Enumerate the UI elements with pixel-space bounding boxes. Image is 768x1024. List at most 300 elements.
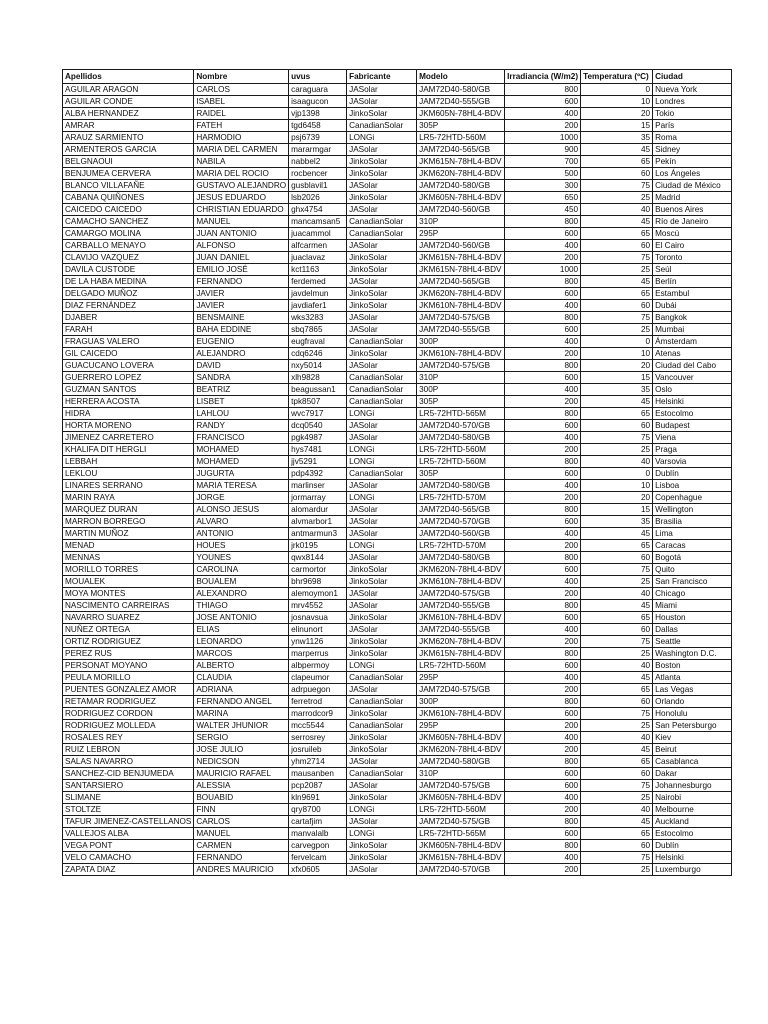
cell-modelo: 295P [417, 720, 505, 732]
cell-apellidos: LEBBAH [63, 456, 194, 468]
cell-modelo: JAM72D40-555/GB [417, 324, 505, 336]
cell-apellidos: ALBA HERNANDEZ [63, 108, 194, 120]
cell-fabricante: CanadianSolar [347, 672, 417, 684]
table-row [63, 252, 732, 264]
cell-fabricante: JASolar [347, 420, 417, 432]
cell-uvus: kct1163 [289, 264, 347, 276]
cell-modelo: JAM72D40-575/GB [417, 684, 505, 696]
cell-nombre: ALEJANDRO [194, 348, 289, 360]
cell-irradiancia: 200 [505, 492, 581, 504]
table-row [63, 720, 732, 732]
cell-ciudad: Buenos Aires [653, 204, 732, 216]
cell-ciudad: Miami [653, 600, 732, 612]
cell-temperatura: 65 [581, 684, 653, 696]
cell-apellidos: RODRIGUEZ CORDON [63, 708, 194, 720]
cell-irradiancia: 400 [505, 384, 581, 396]
cell-nombre: JUGURTA [194, 468, 289, 480]
cell-nombre: NABILA [194, 156, 289, 168]
cell-modelo: JKM620N-78HL4-BDV [417, 636, 505, 648]
cell-uvus: cartafjim [289, 816, 347, 828]
cell-irradiancia: 800 [505, 216, 581, 228]
table-row [63, 432, 732, 444]
cell-nombre: LISBET [194, 396, 289, 408]
cell-ciudad: Caracas [653, 540, 732, 552]
cell-ciudad: Dakar [653, 768, 732, 780]
cell-nombre: CAROLINA [194, 564, 289, 576]
cell-nombre: BOUALEM [194, 576, 289, 588]
cell-ciudad: Washington D.C. [653, 648, 732, 660]
cell-uvus: ferretrod [289, 696, 347, 708]
cell-ciudad: Sidney [653, 144, 732, 156]
cell-modelo: JAM72D40-560/GB [417, 240, 505, 252]
cell-apellidos: MOUALEK [63, 576, 194, 588]
cell-temperatura: 65 [581, 756, 653, 768]
cell-apellidos: PUENTES GONZALEZ AMOR [63, 684, 194, 696]
cell-apellidos: NAVARRO SUAREZ [63, 612, 194, 624]
cell-irradiancia: 800 [505, 504, 581, 516]
cell-uvus: josruileb [289, 744, 347, 756]
cell-irradiancia: 200 [505, 864, 581, 876]
cell-temperatura: 75 [581, 636, 653, 648]
cell-temperatura: 45 [581, 672, 653, 684]
cell-temperatura: 60 [581, 552, 653, 564]
table-row [63, 768, 732, 780]
cell-nombre: SANDRA [194, 372, 289, 384]
cell-ciudad: Estambul [653, 288, 732, 300]
cell-temperatura: 40 [581, 660, 653, 672]
table-row [63, 324, 732, 336]
cell-irradiancia: 800 [505, 816, 581, 828]
cell-modelo: JKM610N-78HL4-BDV [417, 708, 505, 720]
cell-irradiancia: 400 [505, 624, 581, 636]
cell-apellidos: HERRERA ACOSTA [63, 396, 194, 408]
cell-uvus: alfcarmen [289, 240, 347, 252]
cell-ciudad: Estocolmo [653, 408, 732, 420]
cell-uvus: javdelmun [289, 288, 347, 300]
cell-nombre: JORGE [194, 492, 289, 504]
cell-fabricante: JASolar [347, 312, 417, 324]
cell-apellidos: GUERRERO LOPEZ [63, 372, 194, 384]
cell-nombre: ANDRES MAURICIO [194, 864, 289, 876]
cell-modelo: JAM72D40-580/GB [417, 552, 505, 564]
table-row [63, 108, 732, 120]
cell-uvus: jormarray [289, 492, 347, 504]
cell-modelo: JAM72D40-565/GB [417, 504, 505, 516]
cell-fabricante: JASolar [347, 516, 417, 528]
cell-temperatura: 10 [581, 348, 653, 360]
cell-apellidos: CABANA QUIÑONES [63, 192, 194, 204]
cell-modelo: JAM72D40-570/GB [417, 420, 505, 432]
table-row [63, 408, 732, 420]
header-row [63, 70, 732, 84]
table-row [63, 204, 732, 216]
cell-temperatura: 60 [581, 240, 653, 252]
cell-ciudad: Dubái [653, 300, 732, 312]
cell-ciudad: Dallas [653, 624, 732, 636]
cell-fabricante: LONGi [347, 660, 417, 672]
cell-fabricante: CanadianSolar [347, 336, 417, 348]
cell-fabricante: JinkoSolar [347, 108, 417, 120]
cell-apellidos: VELO CAMACHO [63, 852, 194, 864]
cell-fabricante: LONGi [347, 492, 417, 504]
cell-irradiancia: 400 [505, 732, 581, 744]
cell-temperatura: 75 [581, 432, 653, 444]
table-row [63, 852, 732, 864]
table-row [63, 624, 732, 636]
cell-temperatura: 0 [581, 468, 653, 480]
cell-ciudad: Brasilia [653, 516, 732, 528]
cell-ciudad: Copenhague [653, 492, 732, 504]
cell-irradiancia: 300 [505, 180, 581, 192]
table-row [63, 180, 732, 192]
cell-irradiancia: 600 [505, 612, 581, 624]
cell-irradiancia: 600 [505, 660, 581, 672]
table-row [63, 336, 732, 348]
table-row [63, 708, 732, 720]
cell-apellidos: SALAS NAVARRO [63, 756, 194, 768]
cell-irradiancia: 200 [505, 804, 581, 816]
cell-fabricante: JinkoSolar [347, 792, 417, 804]
cell-ciudad: Helsinki [653, 396, 732, 408]
cell-nombre: MARIA DEL CARMEN [194, 144, 289, 156]
cell-irradiancia: 600 [505, 516, 581, 528]
column-header-nombre: Nombre [194, 70, 289, 84]
cell-apellidos: VALLEJOS ALBA [63, 828, 194, 840]
cell-ciudad: Varsovia [653, 456, 732, 468]
cell-irradiancia: 450 [505, 204, 581, 216]
column-header-ciudad: Ciudad [653, 70, 732, 84]
cell-irradiancia: 600 [505, 708, 581, 720]
cell-fabricante: JinkoSolar [347, 156, 417, 168]
cell-nombre: FERNANDO ANGEL [194, 696, 289, 708]
cell-modelo: 310P [417, 768, 505, 780]
cell-nombre: MOHAMED [194, 444, 289, 456]
cell-fabricante: JASolar [347, 816, 417, 828]
cell-irradiancia: 400 [505, 300, 581, 312]
cell-modelo: JAM72D40-560/GB [417, 204, 505, 216]
cell-apellidos: VEGA PONT [63, 840, 194, 852]
cell-apellidos: CLAVIJO VAZQUEZ [63, 252, 194, 264]
cell-modelo: LR5-72HTD-565M [417, 828, 505, 840]
cell-fabricante: JinkoSolar [347, 168, 417, 180]
cell-temperatura: 10 [581, 96, 653, 108]
cell-uvus: nxy5014 [289, 360, 347, 372]
cell-apellidos: SANTARSIERO [63, 780, 194, 792]
cell-uvus: manvalalb [289, 828, 347, 840]
cell-irradiancia: 700 [505, 156, 581, 168]
cell-temperatura: 75 [581, 252, 653, 264]
spreadsheet-table [62, 69, 732, 876]
cell-fabricante: JASolar [347, 432, 417, 444]
cell-temperatura: 20 [581, 492, 653, 504]
cell-ciudad: Casablanca [653, 756, 732, 768]
cell-fabricante: LONGi [347, 408, 417, 420]
table-row [63, 288, 732, 300]
cell-nombre: WALTER JHUNIOR [194, 720, 289, 732]
cell-apellidos: DE LA HABA MEDINA [63, 276, 194, 288]
cell-modelo: LR5-72HTD-560M [417, 804, 505, 816]
cell-nombre: HOUES [194, 540, 289, 552]
table-row [63, 372, 732, 384]
cell-uvus: elinunort [289, 624, 347, 636]
table-row [63, 84, 732, 96]
cell-modelo: JAM72D40-565/GB [417, 276, 505, 288]
cell-ciudad: Lima [653, 528, 732, 540]
cell-temperatura: 65 [581, 288, 653, 300]
cell-fabricante: JASolar [347, 240, 417, 252]
column-header-irradiancia: Irradiancia (W/m2) [505, 70, 581, 84]
cell-fabricante: JASolar [347, 480, 417, 492]
cell-temperatura: 45 [581, 216, 653, 228]
cell-apellidos: PEULA MORILLO [63, 672, 194, 684]
cell-ciudad: Quito [653, 564, 732, 576]
cell-uvus: lsb2026 [289, 192, 347, 204]
cell-ciudad: Luxemburgo [653, 864, 732, 876]
cell-nombre: CARMEN [194, 840, 289, 852]
cell-temperatura: 15 [581, 504, 653, 516]
table-row [63, 312, 732, 324]
cell-nombre: ALBERTO [194, 660, 289, 672]
cell-temperatura: 25 [581, 648, 653, 660]
cell-ciudad: Mumbai [653, 324, 732, 336]
cell-ciudad: Praga [653, 444, 732, 456]
cell-ciudad: Nairobi [653, 792, 732, 804]
cell-temperatura: 65 [581, 156, 653, 168]
table-row [63, 384, 732, 396]
cell-nombre: JOSE JULIO [194, 744, 289, 756]
cell-modelo: JAM72D40-575/GB [417, 816, 505, 828]
table-row [63, 168, 732, 180]
cell-fabricante: JASolar [347, 360, 417, 372]
cell-uvus: alvmarbor1 [289, 516, 347, 528]
cell-uvus: marlinser [289, 480, 347, 492]
cell-irradiancia: 800 [505, 552, 581, 564]
cell-temperatura: 60 [581, 696, 653, 708]
cell-irradiancia: 800 [505, 696, 581, 708]
cell-temperatura: 25 [581, 576, 653, 588]
table-row [63, 864, 732, 876]
cell-nombre: BEATRIZ [194, 384, 289, 396]
cell-ciudad: Pekín [653, 156, 732, 168]
cell-nombre: ALONSO JESUS [194, 504, 289, 516]
cell-irradiancia: 600 [505, 768, 581, 780]
cell-modelo: LR5-72HTD-570M [417, 540, 505, 552]
cell-modelo: JKM615N-78HL4-BDV [417, 252, 505, 264]
cell-temperatura: 40 [581, 804, 653, 816]
cell-ciudad: Atenas [653, 348, 732, 360]
cell-nombre: MARCOS [194, 648, 289, 660]
cell-uvus: beagussan1 [289, 384, 347, 396]
cell-ciudad: San Francisco [653, 576, 732, 588]
cell-irradiancia: 500 [505, 168, 581, 180]
cell-modelo: JKM615N-78HL4-BDV [417, 264, 505, 276]
cell-temperatura: 45 [581, 600, 653, 612]
cell-apellidos: GIL CAICEDO [63, 348, 194, 360]
cell-temperatura: 25 [581, 264, 653, 276]
cell-fabricante: JinkoSolar [347, 708, 417, 720]
cell-fabricante: LONGi [347, 828, 417, 840]
cell-uvus: hys7481 [289, 444, 347, 456]
cell-irradiancia: 400 [505, 240, 581, 252]
cell-irradiancia: 200 [505, 120, 581, 132]
cell-ciudad: Las Vegas [653, 684, 732, 696]
cell-apellidos: MORILLO TORRES [63, 564, 194, 576]
table-row [63, 612, 732, 624]
table-row [63, 480, 732, 492]
cell-apellidos: SANCHEZ-CID BENJUMEDA [63, 768, 194, 780]
cell-irradiancia: 1000 [505, 264, 581, 276]
cell-temperatura: 40 [581, 456, 653, 468]
cell-temperatura: 45 [581, 396, 653, 408]
cell-temperatura: 65 [581, 828, 653, 840]
cell-modelo: 305P [417, 396, 505, 408]
cell-fabricante: CanadianSolar [347, 216, 417, 228]
table-row [63, 792, 732, 804]
cell-ciudad: Viena [653, 432, 732, 444]
cell-modelo: JAM72D40-580/GB [417, 84, 505, 96]
cell-apellidos: LEKLOU [63, 468, 194, 480]
cell-nombre: CARLOS [194, 84, 289, 96]
cell-apellidos: MOYA MONTES [63, 588, 194, 600]
cell-ciudad: Lisboa [653, 480, 732, 492]
cell-uvus: mancamsan5 [289, 216, 347, 228]
cell-apellidos: HORTA MORENO [63, 420, 194, 432]
cell-fabricante: JASolar [347, 144, 417, 156]
cell-ciudad: Orlando [653, 696, 732, 708]
cell-fabricante: JASolar [347, 600, 417, 612]
cell-nombre: JAVIER [194, 300, 289, 312]
cell-modelo: JKM620N-78HL4-BDV [417, 744, 505, 756]
cell-modelo: JKM605N-78HL4-BDV [417, 192, 505, 204]
cell-ciudad: Johannesburgo [653, 780, 732, 792]
cell-ciudad: Bangkok [653, 312, 732, 324]
cell-modelo: LR5-72HTD-560M [417, 132, 505, 144]
cell-irradiancia: 200 [505, 396, 581, 408]
table-row [63, 840, 732, 852]
cell-nombre: LAHLOU [194, 408, 289, 420]
table-row [63, 672, 732, 684]
cell-nombre: ANTONIO [194, 528, 289, 540]
cell-nombre: RAIDEL [194, 108, 289, 120]
cell-uvus: juacammol [289, 228, 347, 240]
cell-fabricante: CanadianSolar [347, 384, 417, 396]
table-row [63, 516, 732, 528]
cell-temperatura: 20 [581, 360, 653, 372]
table-row [63, 96, 732, 108]
table-row [63, 120, 732, 132]
cell-apellidos: AGUILAR CONDE [63, 96, 194, 108]
cell-apellidos: CAICEDO CAICEDO [63, 204, 194, 216]
cell-temperatura: 40 [581, 732, 653, 744]
cell-ciudad: Boston [653, 660, 732, 672]
cell-modelo: 300P [417, 336, 505, 348]
cell-ciudad: Budapest [653, 420, 732, 432]
cell-apellidos: GUZMAN SANTOS [63, 384, 194, 396]
cell-apellidos: ORTIZ RODRIGUEZ [63, 636, 194, 648]
cell-temperatura: 45 [581, 144, 653, 156]
cell-temperatura: 25 [581, 192, 653, 204]
cell-ciudad: Tokio [653, 108, 732, 120]
cell-fabricante: CanadianSolar [347, 228, 417, 240]
cell-nombre: ELIAS [194, 624, 289, 636]
cell-modelo: JKM615N-78HL4-BDV [417, 156, 505, 168]
cell-uvus: vjp1398 [289, 108, 347, 120]
cell-irradiancia: 800 [505, 840, 581, 852]
cell-nombre: LEONARDO [194, 636, 289, 648]
table-row [63, 552, 732, 564]
table-row [63, 396, 732, 408]
table-row [63, 804, 732, 816]
cell-nombre: MARINA [194, 708, 289, 720]
table-row [63, 648, 732, 660]
cell-fabricante: JinkoSolar [347, 732, 417, 744]
cell-temperatura: 40 [581, 588, 653, 600]
cell-irradiancia: 200 [505, 684, 581, 696]
cell-uvus: mrv4552 [289, 600, 347, 612]
cell-apellidos: ROSALES REY [63, 732, 194, 744]
cell-apellidos: JIMENEZ CARRETERO [63, 432, 194, 444]
table-row [63, 588, 732, 600]
cell-apellidos: ARAUZ SARMIENTO [63, 132, 194, 144]
cell-modelo: JKM605N-78HL4-BDV [417, 792, 505, 804]
cell-ciudad: Madrid [653, 192, 732, 204]
cell-uvus: serrosrey [289, 732, 347, 744]
cell-irradiancia: 200 [505, 636, 581, 648]
cell-uvus: xlh9828 [289, 372, 347, 384]
table-row [63, 240, 732, 252]
cell-apellidos: MARTIN MUÑOZ [63, 528, 194, 540]
cell-nombre: JUAN ANTONIO [194, 228, 289, 240]
table-row [63, 156, 732, 168]
cell-irradiancia: 400 [505, 432, 581, 444]
cell-nombre: NEDICSON [194, 756, 289, 768]
cell-ciudad: Beirut [653, 744, 732, 756]
cell-temperatura: 75 [581, 852, 653, 864]
cell-temperatura: 75 [581, 780, 653, 792]
cell-nombre: BENSMAINE [194, 312, 289, 324]
cell-irradiancia: 800 [505, 756, 581, 768]
cell-temperatura: 65 [581, 612, 653, 624]
cell-nombre: HARMODIO [194, 132, 289, 144]
cell-temperatura: 20 [581, 108, 653, 120]
cell-irradiancia: 800 [505, 456, 581, 468]
cell-temperatura: 75 [581, 180, 653, 192]
cell-apellidos: DAVILA CUSTODE [63, 264, 194, 276]
cell-fabricante: LONGi [347, 804, 417, 816]
cell-irradiancia: 600 [505, 288, 581, 300]
cell-uvus: xfx0605 [289, 864, 347, 876]
cell-temperatura: 25 [581, 864, 653, 876]
cell-irradiancia: 900 [505, 144, 581, 156]
cell-temperatura: 35 [581, 516, 653, 528]
cell-uvus: albpermoy [289, 660, 347, 672]
cell-ciudad: Moscú [653, 228, 732, 240]
cell-apellidos: CAMACHO SANCHEZ [63, 216, 194, 228]
cell-irradiancia: 200 [505, 540, 581, 552]
cell-fabricante: JASolar [347, 324, 417, 336]
cell-uvus: tpk8507 [289, 396, 347, 408]
cell-uvus: pdp4392 [289, 468, 347, 480]
table-row [63, 540, 732, 552]
cell-apellidos: PEREZ RUS [63, 648, 194, 660]
cell-ciudad: El Cairo [653, 240, 732, 252]
cell-irradiancia: 800 [505, 600, 581, 612]
cell-ciudad: Los Ángeles [653, 168, 732, 180]
table-body [63, 84, 732, 876]
cell-apellidos: DELGADO MUÑOZ [63, 288, 194, 300]
cell-modelo: LR5-72HTD-560M [417, 660, 505, 672]
cell-fabricante: LONGi [347, 444, 417, 456]
